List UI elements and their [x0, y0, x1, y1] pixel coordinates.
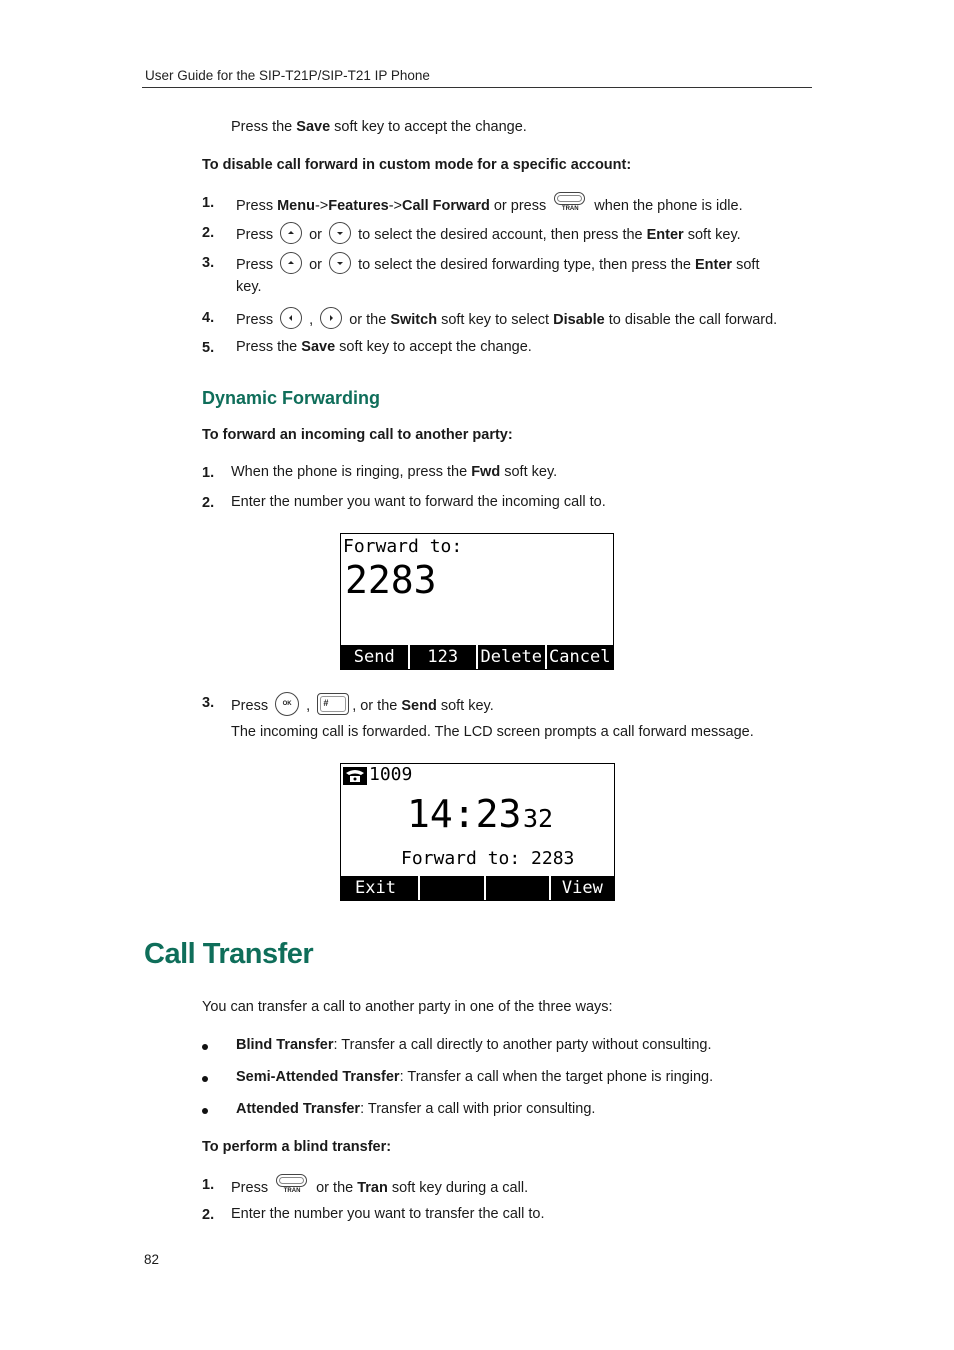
lcd-forwarded-screen [340, 763, 615, 901]
lcd-softkey-bar [341, 645, 613, 669]
bullet-item: Attended Transfer: Transfer a call with prior consulting. [236, 1101, 596, 1117]
step-text: Press OK , # , or the Send soft key. [231, 694, 494, 718]
bullet-item: Semi-Attended Transfer: Transfer a call when the target phone is ringing. [236, 1069, 714, 1085]
softkey-empty [418, 876, 483, 900]
lcd-seconds: 32 [523, 804, 554, 833]
step-text: When the phone is ringing, press the Fwd soft key. [231, 464, 558, 480]
tran-key-icon: TRAN [553, 190, 587, 214]
softkey-exit[interactable]: Exit [341, 876, 418, 900]
lcd-account: 1009 [369, 764, 413, 785]
section-title: Dynamic Forwarding [202, 388, 381, 408]
lcd-softkey-bar [341, 876, 614, 900]
softkey-delete[interactable]: Delete [476, 645, 545, 669]
softkey-view[interactable]: View [549, 876, 614, 900]
step-text: Enter the number you want to transfer the call to. [231, 1206, 545, 1222]
step-text: Press TRAN or the Tran soft key during a call. [231, 1176, 528, 1200]
bullet-dot [202, 1108, 208, 1114]
left-arrow-key-icon [280, 307, 302, 329]
softkey-send[interactable]: Send [341, 645, 408, 669]
blind-transfer-heading: To perform a blind transfer: [202, 1139, 392, 1155]
softkey-empty [484, 876, 549, 900]
step-text: Press , or the Switch soft key to select Disable to disable the call forward. [236, 309, 777, 331]
lcd-forward-screen [340, 533, 614, 670]
send-key-icon: # [317, 693, 349, 715]
step-number: 2. [202, 495, 215, 511]
disable-forward-heading: To disable call forward in custom mode for a specific account: [202, 157, 632, 173]
header-rule [142, 87, 812, 88]
down-arrow-key-icon [329, 222, 351, 244]
right-arrow-key-icon [320, 307, 342, 329]
save-instruction: Press the Save soft key to accept the change. [231, 119, 527, 135]
step-text: Enter the number you want to forward the incoming call to. [231, 494, 606, 510]
step-text: Press the Save soft key to accept the change. [236, 339, 532, 355]
phone-handset-icon [343, 767, 367, 789]
lcd-message: Forward to: 2283 [401, 848, 575, 869]
step-number: 1. [202, 195, 215, 211]
lcd-label: Forward to: [343, 536, 463, 557]
step-text-continuation: key. [236, 279, 262, 295]
step-number: 4. [202, 310, 215, 326]
step-number: 5. [202, 340, 215, 356]
lcd-number: 2283 [345, 558, 437, 602]
lcd-time: 14:23 [407, 792, 522, 836]
bullet-dot [202, 1044, 208, 1050]
page-number: 82 [144, 1252, 160, 1267]
step-text: Press or to select the desired account, then press the Enter soft key. [236, 224, 741, 246]
intro-text: You can transfer a call to another party in one of the three ways: [202, 999, 613, 1015]
dynamic-forward-heading: To forward an incoming call to another party: [202, 427, 513, 443]
step-text: Press or to select the desired forwarding type, then press the Enter soft [236, 254, 759, 276]
bullet-item: Blind Transfer: Transfer a call directly to another party without consulting. [236, 1037, 712, 1053]
step-number: 3. [202, 255, 215, 271]
softkey-123[interactable]: 123 [408, 645, 477, 669]
step-number: 3. [202, 695, 215, 711]
step-text: Press Menu->Features->Call Forward or press TRAN when the phone is idle. [236, 194, 743, 218]
step-number: 2. [202, 225, 215, 241]
step-number: 1. [202, 465, 215, 481]
up-arrow-key-icon [280, 222, 302, 244]
ok-key-icon: OK [275, 692, 299, 716]
softkey-cancel[interactable]: Cancel [545, 645, 614, 669]
tran-key-icon: TRAN [275, 1172, 309, 1196]
up-arrow-key-icon [280, 252, 302, 274]
step-note: The incoming call is forwarded. The LCD screen prompts a call forward message. [231, 724, 754, 740]
step-number: 2. [202, 1207, 215, 1223]
chapter-title: Call Transfer [144, 938, 314, 970]
down-arrow-key-icon [329, 252, 351, 274]
bullet-dot [202, 1076, 208, 1082]
step-number: 1. [202, 1177, 215, 1193]
running-header: User Guide for the SIP-T21P/SIP-T21 IP Phone [145, 68, 430, 83]
